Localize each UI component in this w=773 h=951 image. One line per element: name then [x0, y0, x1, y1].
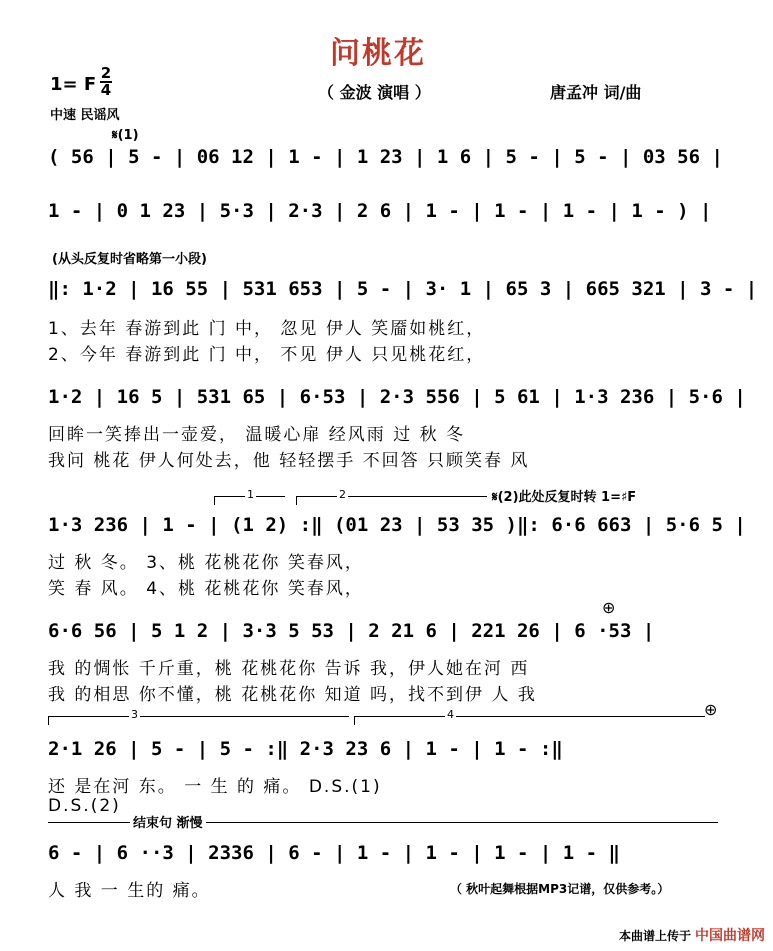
lyric-line-4a: 回眸一笑捧出一壶爱， 温暖心扉 经风雨 过 秋 冬 — [48, 425, 466, 445]
segno-1: 𝄋(1) — [112, 128, 139, 143]
lyric-line-3a: 1、去年 春游到此 门 中， 忽见 伊人 笑靥如桃红， — [48, 319, 486, 339]
key-signature: 1= F — [50, 74, 97, 95]
volta-1: 1 — [214, 496, 285, 505]
notation-line-1: ( 56 | 5 - | 06 12 | 1 - | 1 23 | 1 6 | 5 - | 5 - | 03 56 | — [48, 146, 723, 168]
volta-4: 4 — [354, 716, 705, 725]
meter-bottom: 4 — [100, 81, 112, 99]
ending-marking: 结束句 渐慢 — [130, 812, 206, 831]
notation-line-4: 1·2 | 16 5 | 531 65 | 6·53 | 2·3 556 | 5 61 | 1·3 236 | 5·6 | — [48, 386, 746, 408]
lyric-line-5a: 过 秋 冬。 3、桃 花桃花你 笑春风， — [48, 553, 364, 573]
singer: （ 金波 演唱 ） — [318, 83, 431, 102]
page-title: 问桃花 — [330, 36, 426, 71]
volta-3: 3 — [48, 716, 349, 725]
notation-line-8: 6 - | 6 ··3 | 2336 | 6 - | 1 - | 1 - | 1 - | 1 - ‖ — [48, 842, 620, 864]
coda-sign-2: ⊕ — [704, 700, 718, 719]
lyric-line-3b: 2、今年 春游到此 门 中， 不见 伊人 只见桃花红， — [48, 345, 486, 365]
lyric-line-6b: 我 的相思 你不懂，桃 花桃花你 知道 吗，找不到伊 人 我 — [48, 685, 537, 705]
repeat-note: (从头反复时省略第一小段) — [52, 252, 207, 267]
lyric-line-4b: 我问 桃花 伊人何处去，他 轻轻摆手 不回答 只顾笑春 风 — [48, 451, 530, 471]
author: 唐孟冲 词/曲 — [550, 83, 642, 102]
volta-2: 2 — [296, 496, 487, 505]
footnote: （ 秋叶起舞根据MP3记谱，仅供参考。） — [450, 882, 670, 896]
notation-line-3: ‖: 1·2 | 16 55 | 531 653 | 5 - | 3· 1 | 65 3 | 665 321 | 3 - | — [48, 278, 758, 300]
watermark-text: 本曲谱上传于 — [618, 929, 691, 943]
notation-line-7: 2·1 26 | 5 - | 5 - :‖ 2·3 23 6 | 1 - | 1 - :‖ — [48, 738, 563, 760]
segno-2: 𝄋(2)此处反复时转 1=♯F — [492, 490, 637, 505]
watermark — [619, 925, 765, 945]
lyric-line-6a: 我 的惆怅 千斤重，桃 花桃花你 告诉 我，伊人她在河 西 — [48, 659, 530, 679]
lyric-line-7b: D.S.(2) — [48, 796, 121, 816]
lyric-line-7a: 还 是在河 东。 一 生 的 痛。 D.S.(1) — [48, 777, 382, 797]
notation-line-6: 6·6 56 | 5 1 2 | 3·3 5 53 | 2 21 6 | 221 26 | 6 ·53 | — [48, 620, 655, 642]
lyric-line-8: 人 我 一 生的 痛。 — [48, 881, 211, 901]
time-signature — [100, 66, 112, 98]
watermark-brand: 中国曲谱网 — [695, 928, 765, 944]
tempo-marking: 中速 民谣风 — [50, 108, 120, 123]
notation-line-2: 1 - | 0 1 23 | 5·3 | 2·3 | 2 6 | 1 - | 1 - | 1 - | 1 - ) | — [48, 200, 712, 222]
lyric-line-5b: 笑 春 风。 4、桃 花桃花你 笑春风， — [48, 579, 364, 599]
notation-line-5: 1·3 236 | 1 - | (1 2) :‖ (01 23 | 53 35 )‖: 6·6 663 | 5·6 5 | — [48, 514, 746, 536]
coda-sign-1: ⊕ — [602, 598, 616, 617]
meter-top: 2 — [100, 64, 112, 82]
